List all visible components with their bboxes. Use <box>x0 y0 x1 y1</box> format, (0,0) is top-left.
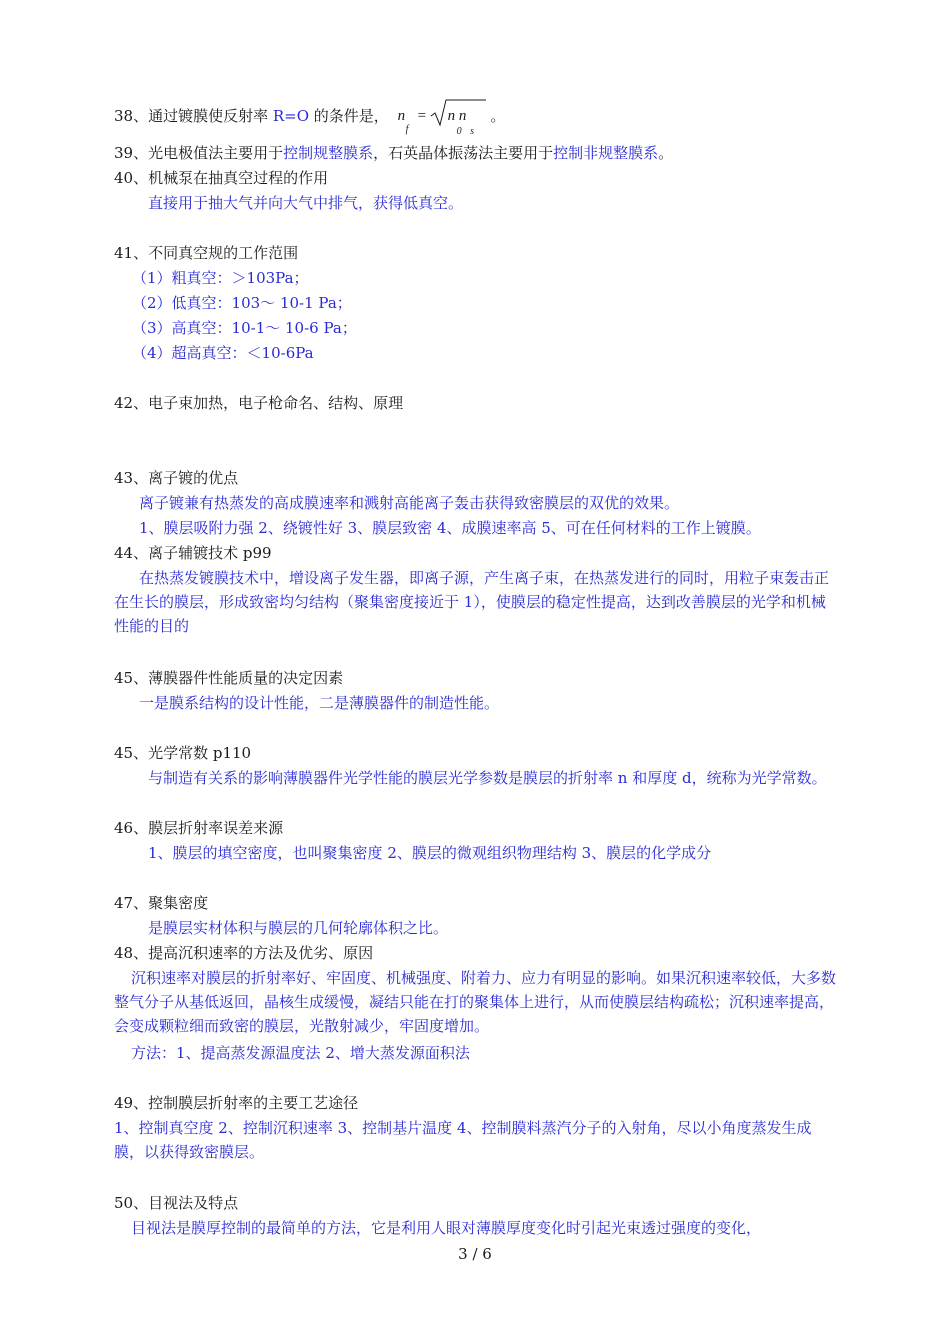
formula-sub-f: f <box>405 124 409 135</box>
formula-n: n <box>397 108 406 124</box>
formula-nn: n n <box>447 108 467 124</box>
q39-text-1: 39、光电极值法主要用于 <box>114 144 284 162</box>
question-48: 48、提高沉积速率的方法及优劣、原因 <box>114 944 374 962</box>
q38-text: 38、通过镀膜使反射率 <box>114 107 273 125</box>
question-47: 47、聚集密度 <box>114 894 209 912</box>
refractive-index-formula <box>394 104 486 137</box>
q38-key: R=O <box>272 107 310 125</box>
answer-41-item-1: （1）粗真空：＞103Pa； <box>132 269 309 287</box>
answer-43-1: 离子镀兼有热蒸发的高成膜速率和溅射高能离子轰击获得致密膜层的双优的效果。 <box>139 494 680 512</box>
question-39 <box>114 141 838 165</box>
q38-post: 。 <box>485 107 506 125</box>
answer-43-2: 1、膜层吸附力强 2、绕镀性好 3、膜层致密 4、成膜速率高 5、可在任何材料的工作上镀膜。 <box>139 519 761 537</box>
q39-highlight-2: 控制非规整膜系 <box>553 144 659 162</box>
question-44: 44、离子辅镀技术 p99 <box>114 544 272 562</box>
q38-mid: 的条件是， <box>309 107 389 125</box>
question-46: 46、膜层折射率误差来源 <box>114 819 284 837</box>
answer-50: 目视法是膜厚控制的最简单的方法，它是利用人眼对薄膜厚度变化时引起光束透过强度的变化， <box>131 1219 762 1237</box>
question-45-optical-constants: 45、光学常数 p110 <box>114 744 252 762</box>
q39-text-3: 。 <box>658 144 674 162</box>
answer-41-item-4: （4）超高真空：＜10-6Pa <box>132 344 314 362</box>
answer-44: 在热蒸发镀膜技术中，增设离子发生器，即离子源，产生离子束，在热蒸发进行的同时，用粒子束轰击正在生长的膜层，形成致密均匀结构（聚集密度接近于 1），使膜层的稳定性提高，达到改善膜层的光学和机械性能的目的 <box>114 569 830 635</box>
page-number: 3 / 6 <box>458 1245 492 1263</box>
question-50: 50、目视法及特点 <box>114 1194 239 1212</box>
answer-47: 是膜层实材体积与膜层的几何轮廓体积之比。 <box>148 919 449 937</box>
answer-46: 1、膜层的填空密度，也叫聚集密度 2、膜层的微观组织物理结构 3、膜层的化学成分 <box>148 844 712 862</box>
q39-highlight-1: 控制规整膜系 <box>283 144 374 162</box>
answer-41-item-3: （3）高真空：10-1～ 10-6 Pa； <box>132 319 357 337</box>
question-43: 43、离子镀的优点 <box>114 469 239 487</box>
answer-45-factors: 一是膜系结构的设计性能，二是薄膜器件的制造性能。 <box>139 694 500 712</box>
answer-48: 沉积速率对膜层的折射率好、牢固度、机械强度、附着力、应力有明显的影响。如果沉积速率较低，大多数整气分子从基低返回，晶核生成缓慢，凝结只能在打的聚集体上进行，从而使膜层结构疏松；沉积速率提高，会变成颗粒细而致密的膜层，光散射减少，牢固度增加。 <box>114 969 837 1035</box>
answer-40: 直接用于抽大气并向大气中排气，获得低真空。 <box>148 194 464 212</box>
formula-sub-0s: 0 s <box>456 126 474 137</box>
question-49: 49、控制膜层折射率的主要工艺途径 <box>114 1094 359 1112</box>
question-40: 40、机械泵在抽真空过程的作用 <box>114 169 329 187</box>
answer-49: 1、控制真空度 2、控制沉积速率 3、控制基片温度 4、控制膜料蒸汽分子的入射角，尽以小角度蒸发生成膜，以获得致密膜层。 <box>114 1119 812 1161</box>
answer-48-method: 方法：1、提高蒸发源温度法 2、增大蒸发源面积法 <box>131 1044 470 1062</box>
question-41: 41、不同真空规的工作范围 <box>114 244 299 262</box>
answer-45-optical-constants: 与制造有关系的影响薄膜器件光学性能的膜层光学参数是膜层的折射率 n 和厚度 d，统称为光学常数。 <box>148 769 827 787</box>
answer-41-item-2: （2）低真空：103～ 10-1 Pa； <box>132 294 352 312</box>
formula-equals: = <box>417 108 427 124</box>
q39-text-2: ，石英晶体振荡法主要用于 <box>373 144 554 162</box>
question-38 <box>114 104 838 137</box>
question-42: 42、电子束加热，电子枪命名、结构、原理 <box>114 394 404 412</box>
question-45-factors: 45、薄膜器件性能质量的决定因素 <box>114 669 344 687</box>
